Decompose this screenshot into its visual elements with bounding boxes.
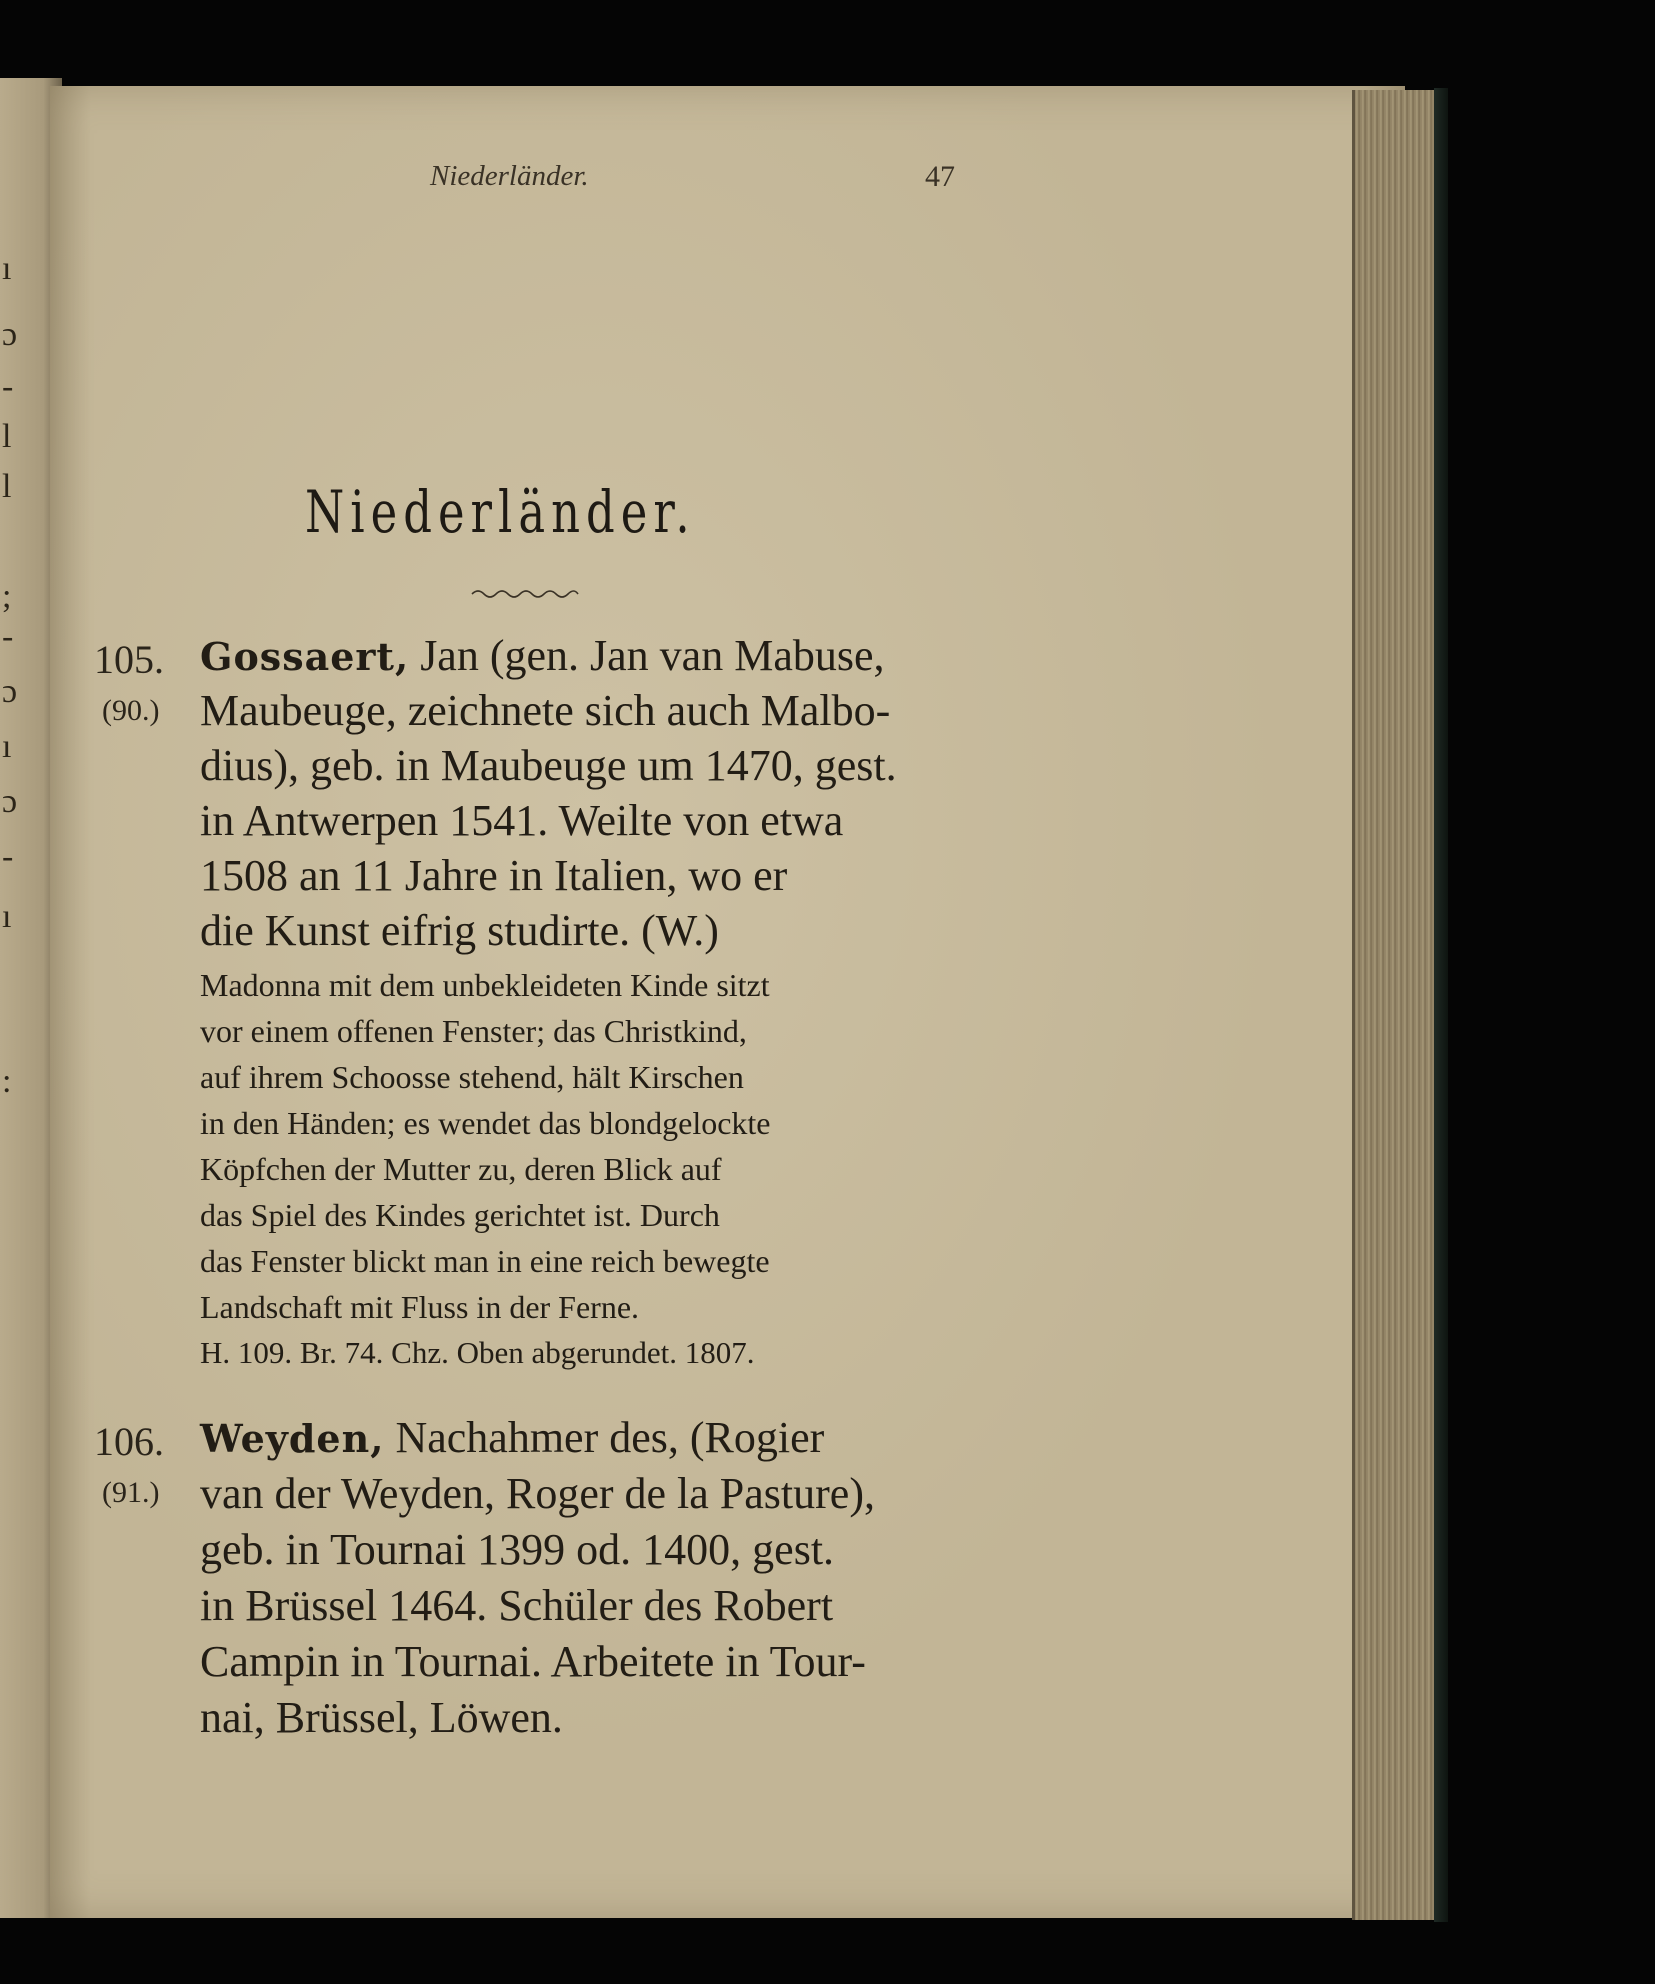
flourish-ornament (470, 586, 580, 604)
margin-fragment: ɔ (2, 783, 18, 820)
description-line: das Spiel des Kindes gerichtet ist. Durch (200, 1197, 720, 1233)
description-line: Madonna mit dem unbekleideten Kinde sitzt (200, 967, 770, 1003)
bio-line: Nachahmer des, (Rogier (384, 1413, 825, 1462)
description-line: auf ihrem Schoosse stehend, hält Kirschen (200, 1059, 744, 1095)
description-line: Köpfchen der Mutter zu, deren Blick auf (200, 1151, 722, 1187)
description-line: vor einem offenen Fenster; das Christkind, (200, 1013, 747, 1049)
description-line: das Fenster blickt man in eine reich bewegte (200, 1243, 770, 1279)
entry-heading-line (200, 630, 885, 683)
artist-name: Weyden, (200, 1416, 385, 1461)
bio-line: in Antwerpen 1541. Weilte von etwa (200, 796, 844, 845)
entry-number: 106. (94, 1419, 164, 1464)
margin-fragment: - (2, 368, 14, 405)
running-head: Niederländer. (430, 160, 589, 192)
bio-line: dius), geb. in Maubeuge um 1470, gest. (200, 741, 897, 790)
bio-line: in Brüssel 1464. Schüler des Robert (200, 1581, 834, 1630)
bio-line: Jan (gen. Jan van Mabuse, (409, 631, 885, 680)
book-cover-edge (1434, 88, 1448, 1922)
description-line: in den Händen; es wendet das blondgelockte (200, 1105, 771, 1141)
measurements-line: H. 109. Br. 74. Chz. Oben abgerundet. 1807. (200, 1335, 755, 1370)
bio-line: nai, Brüssel, Löwen. (200, 1693, 563, 1742)
bio-line: geb. in Tournai 1399 od. 1400, gest. (200, 1525, 835, 1574)
old-entry-number: (91.) (102, 1476, 160, 1509)
description-line: Landschaft mit Fluss in der Ferne. (200, 1289, 640, 1325)
entry-number: 105. (94, 637, 164, 682)
bio-line: 1508 an 11 Jahre in Italien, wo er (200, 851, 788, 900)
margin-fragment: ɔ (2, 673, 18, 710)
bio-line: Campin in Tournai. Arbeitete in Tour- (200, 1637, 866, 1686)
margin-fragment: - (2, 618, 14, 655)
margin-fragment: ı (2, 898, 12, 935)
margin-fragment: ı (2, 250, 12, 287)
margin-fragment: l (2, 418, 12, 455)
page-number: 47 (925, 160, 955, 193)
margin-fragment: ı (2, 728, 12, 765)
margin-fragment: ɔ (2, 316, 18, 353)
entry-heading-line (200, 1412, 824, 1465)
margin-fragment: l (2, 468, 12, 505)
margin-fragment: : (2, 1063, 12, 1100)
page-stack-edge (1352, 90, 1437, 1920)
artist-name: Gossaert, (200, 634, 410, 679)
old-entry-number: (90.) (102, 694, 160, 727)
bio-line: die Kunst eifrig studirte. (W.) (200, 906, 719, 955)
section-title: Niederländer. (305, 478, 696, 546)
margin-fragment: - (2, 838, 14, 875)
bio-line: van der Weyden, Roger de la Pasture), (200, 1469, 875, 1518)
bio-line: Maubeuge, zeichnete sich auch Malbo- (200, 686, 891, 735)
margin-fragment: ; (2, 578, 12, 615)
